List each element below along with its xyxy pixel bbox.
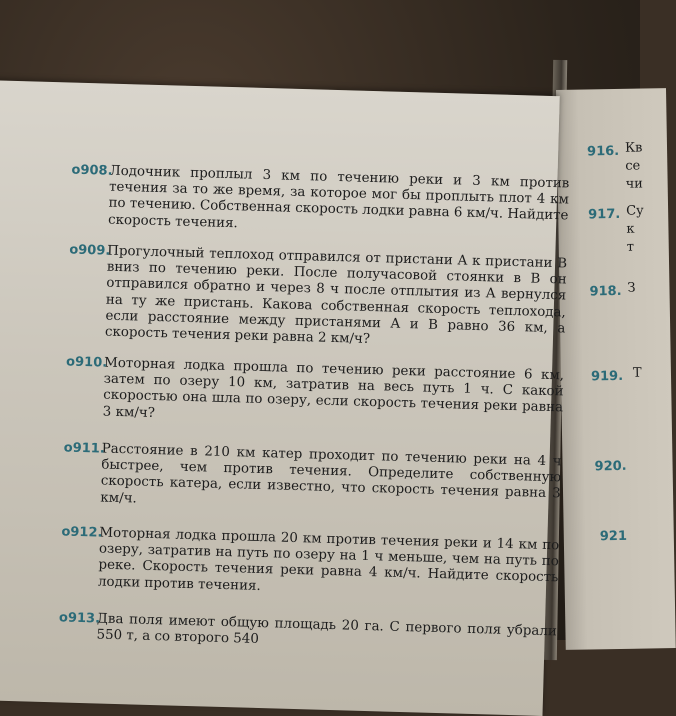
problem-text: Прогулочный теплоход отправился от пристани A к пристани B вниз по течению реки. После получасовой стоянки в B он отправился обратно и через 8 ч после отплытия из A вернулся на ту же пристань. Какова собственная скорость теплохода, если расстояние между пристанями A и B равно 36 км, а скорость течения реки равна 2 км/ч? [104,243,568,348]
problem-909 [69,242,568,354]
right-problem-number: 917. [588,206,621,223]
problem-text: Расстояние в 210 км катер проходит по течению реки на 4 ч быстрее, чем против течения. Определите собственную скорость катера, если известно, что скорость течения равна 3 км/ч. [100,441,562,507]
problem-text: Лодочник проплыл 3 км по течению реки и 3 км против течения за то же время, за которое мог бы проплыть плот 4 км по течению. Собственная скорость лодки равна 6 км/ч. Найдите скорость течения. [107,163,570,231]
right-problem-number: 920. [594,458,627,475]
problem-text: Моторная лодка прошла по течению реки расстояние 6 км, затем по озеру 10 км, затратив на весь путь 1 ч. С какой скоростью она шла по озеру, если скорость течения реки равна 3 км/ч? [102,355,565,421]
right-problem-fragment: Т [632,365,642,381]
problem-number: o910. [65,354,108,371]
problem-number: o912. [61,524,103,541]
right-problem-fragment: Кв [624,140,643,156]
right-problem-fragment: чи [625,176,644,192]
textbook-page [0,80,570,716]
problem-text: Два поля имеют общую площадь 20 га. С первого поля убрали 550 т, а со второго 540 [96,611,558,648]
problem-913 [58,610,558,656]
right-problem-fragment: З [627,280,636,296]
right-problem-number: 916. [586,143,620,160]
right-problem-fragment: Су [625,203,644,219]
right-problem-fragment: к [626,221,635,237]
problem-number: o909. [69,242,111,259]
problem-text: Моторная лодка прошла 20 км против течения реки и 14 км по озеру, затратив на путь по озеру на 1 ч меньше, чем на путь по реке. Скорость течения реки равна 4 км/ч. Найдите скорость лодки против течения. [97,525,560,594]
problem-910 [65,354,565,434]
problem-912 [61,524,560,604]
right-problem-number: 918. [589,283,622,300]
right-problem-fragment: т [626,239,635,255]
problem-908 [71,162,570,242]
problem-number: o908. [71,162,113,179]
right-problem-number: 921 [599,528,628,545]
problem-number: o911. [63,440,105,457]
right-page [556,88,676,650]
right-problem-number: 919. [590,368,624,385]
right-problem-fragment: се [625,158,641,174]
problem-911 [63,440,562,520]
problem-number: o913. [58,610,101,627]
